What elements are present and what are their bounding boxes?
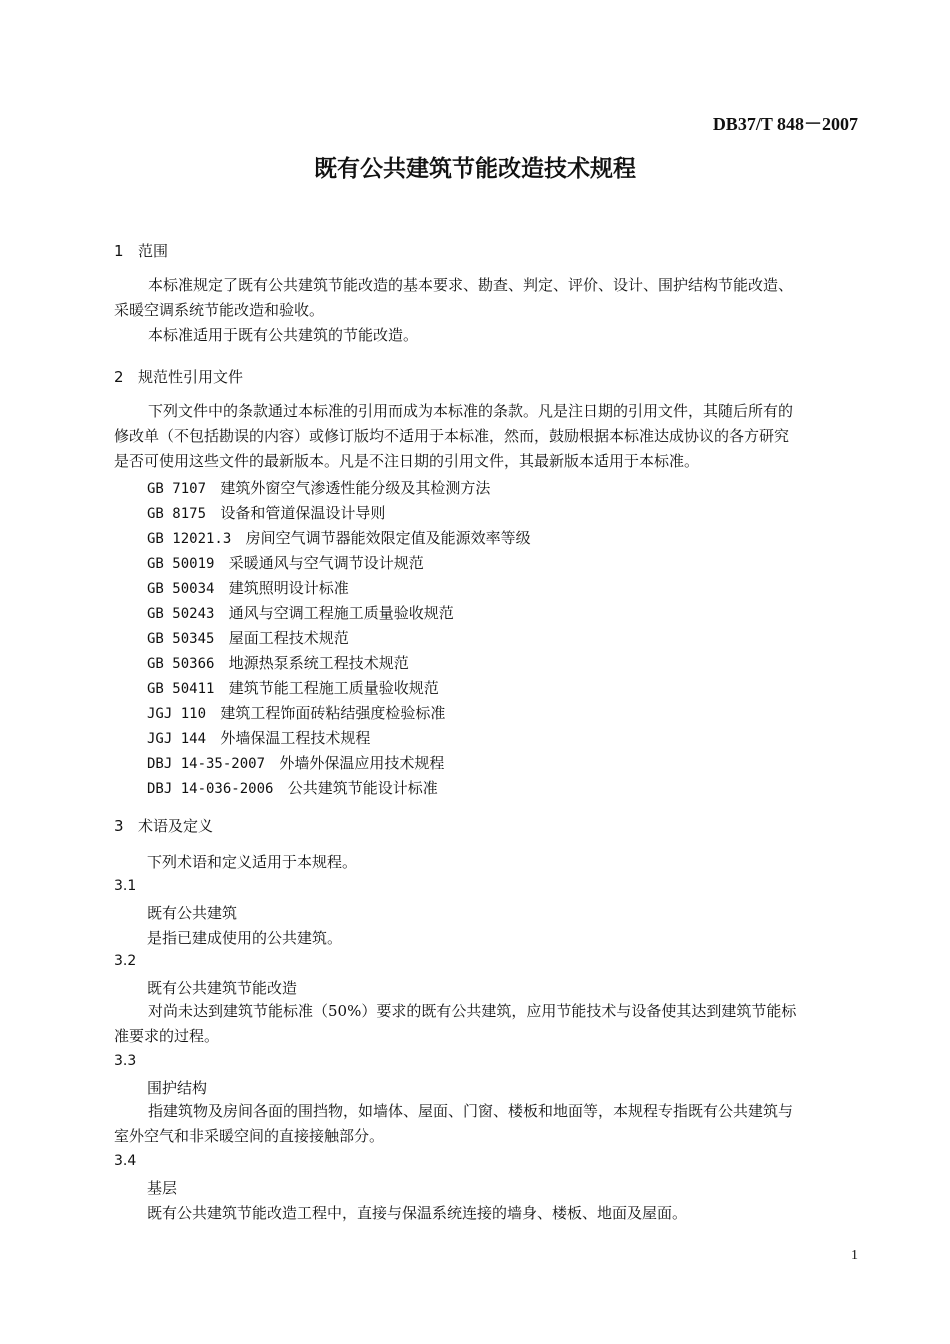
term-definition	[114, 1099, 859, 1149]
section-number: 3	[114, 817, 124, 835]
reference-name: 外墙保温工程技术规程	[220, 729, 371, 747]
reference-name: 屋面工程技术规范	[228, 629, 349, 647]
reference-code: JGJ 144	[147, 731, 207, 747]
clause-number: 3.1	[114, 878, 137, 894]
reference-code: DBJ 14-35-2007	[147, 756, 266, 772]
reference-item	[147, 602, 454, 623]
reference-code: DBJ 14-036-2006	[147, 781, 274, 797]
reference-item	[147, 652, 409, 673]
reference-item	[147, 552, 424, 573]
reference-code: GB 12021.3	[147, 531, 232, 547]
clause-number: 3.2	[114, 953, 137, 969]
document-title: 既有公共建筑节能改造技术规程	[314, 156, 636, 182]
reference-name: 建筑节能工程施工质量验收规范	[228, 679, 439, 697]
clause-number: 3.4	[114, 1153, 137, 1169]
reference-name: 外墙外保温应用技术规程	[279, 754, 445, 772]
reference-code: GB 8175	[147, 506, 207, 522]
reference-name: 房间空气调节器能效限定值及能源效率等级	[245, 529, 531, 547]
section-title: 范围	[138, 242, 169, 260]
reference-code: GB 50019	[147, 556, 215, 572]
section-number: 1	[114, 242, 124, 260]
section-2-heading	[114, 366, 243, 387]
term-name: 基层	[147, 1179, 178, 1197]
reference-code: JGJ 110	[147, 706, 207, 722]
reference-name: 设备和管道保温设计导则	[220, 504, 386, 522]
reference-item	[147, 577, 349, 598]
definition-line: 对尚未达到建筑节能标准（50%）要求的既有公共建筑，应用节能技术与设备使其达到建筑节能标	[148, 1002, 797, 1020]
term-definition: 是指已建成使用的公共建筑。	[147, 929, 343, 947]
term-name: 既有公共建筑	[147, 904, 238, 922]
reference-item	[147, 502, 385, 523]
section-2-paragraph	[114, 399, 859, 474]
reference-item	[147, 527, 531, 548]
reference-name: 地源热泵系统工程技术规范	[228, 654, 409, 672]
reference-name: 公共建筑节能设计标准	[287, 779, 438, 797]
reference-name: 建筑照明设计标准	[228, 579, 349, 597]
section-3-intro: 下列术语和定义适用于本规程。	[147, 853, 358, 871]
term-definition: 既有公共建筑节能改造工程中，直接与保温系统连接的墙身、楼板、地面及屋面。	[147, 1204, 688, 1222]
section-number: 2	[114, 368, 124, 386]
reference-name: 通风与空调工程施工质量验收规范	[228, 604, 454, 622]
page-number: 1	[851, 1248, 858, 1263]
term-definition	[114, 999, 859, 1049]
definition-line: 指建筑物及房间各面的围挡物，如墙体、屋面、门窗、楼板和地面等，本规程专指既有公共建筑与	[148, 1102, 794, 1120]
paragraph-line: 修改单（不包括勘误的内容）或修订版均不适用于本标准，然而，鼓励根据本标准达成协议的各方研究	[114, 427, 790, 445]
reference-name: 采暖通风与空气调节设计规范	[228, 554, 424, 572]
reference-item	[147, 477, 490, 498]
reference-item	[147, 702, 445, 723]
section-title: 术语及定义	[138, 817, 214, 835]
definition-line: 准要求的过程。	[114, 1027, 220, 1045]
section-1-paragraph-1	[114, 273, 859, 323]
reference-code: GB 50345	[147, 631, 215, 647]
term-name: 围护结构	[147, 1079, 208, 1097]
reference-item	[147, 677, 439, 698]
reference-code: GB 50411	[147, 681, 215, 697]
reference-item	[147, 777, 438, 798]
section-3-heading	[114, 815, 213, 836]
reference-code: GB 7107	[147, 481, 207, 497]
section-title: 规范性引用文件	[138, 368, 244, 386]
reference-item	[147, 727, 370, 748]
term-name: 既有公共建筑节能改造	[147, 979, 298, 997]
reference-code: GB 50243	[147, 606, 215, 622]
definition-line: 室外空气和非采暖空间的直接接触部分。	[114, 1127, 385, 1145]
paragraph-line: 下列文件中的条款通过本标准的引用而成为本标准的条款。凡是注日期的引用文件，其随后所有的	[148, 402, 794, 420]
section-1-heading	[114, 240, 168, 261]
section-1-paragraph-2	[114, 323, 859, 348]
reference-item	[147, 627, 349, 648]
reference-code: GB 50366	[147, 656, 215, 672]
paragraph-line: 采暖空调系统节能改造和验收。	[114, 301, 325, 319]
paragraph-line: 是否可使用这些文件的最新版本。凡是不注日期的引用文件，其最新版本适用于本标准。	[114, 452, 700, 470]
clause-number: 3.3	[114, 1053, 137, 1069]
reference-item	[147, 752, 444, 773]
reference-code: GB 50034	[147, 581, 215, 597]
paragraph-line: 本标准规定了既有公共建筑节能改造的基本要求、勘查、判定、评价、设计、围护结构节能改造、	[148, 276, 794, 294]
reference-name: 建筑外窗空气渗透性能分级及其检测方法	[220, 479, 491, 497]
reference-name: 建筑工程饰面砖粘结强度检验标准	[220, 704, 446, 722]
paragraph-line: 本标准适用于既有公共建筑的节能改造。	[148, 326, 419, 344]
standard-code: DB37/T 848－2007	[712, 114, 858, 134]
